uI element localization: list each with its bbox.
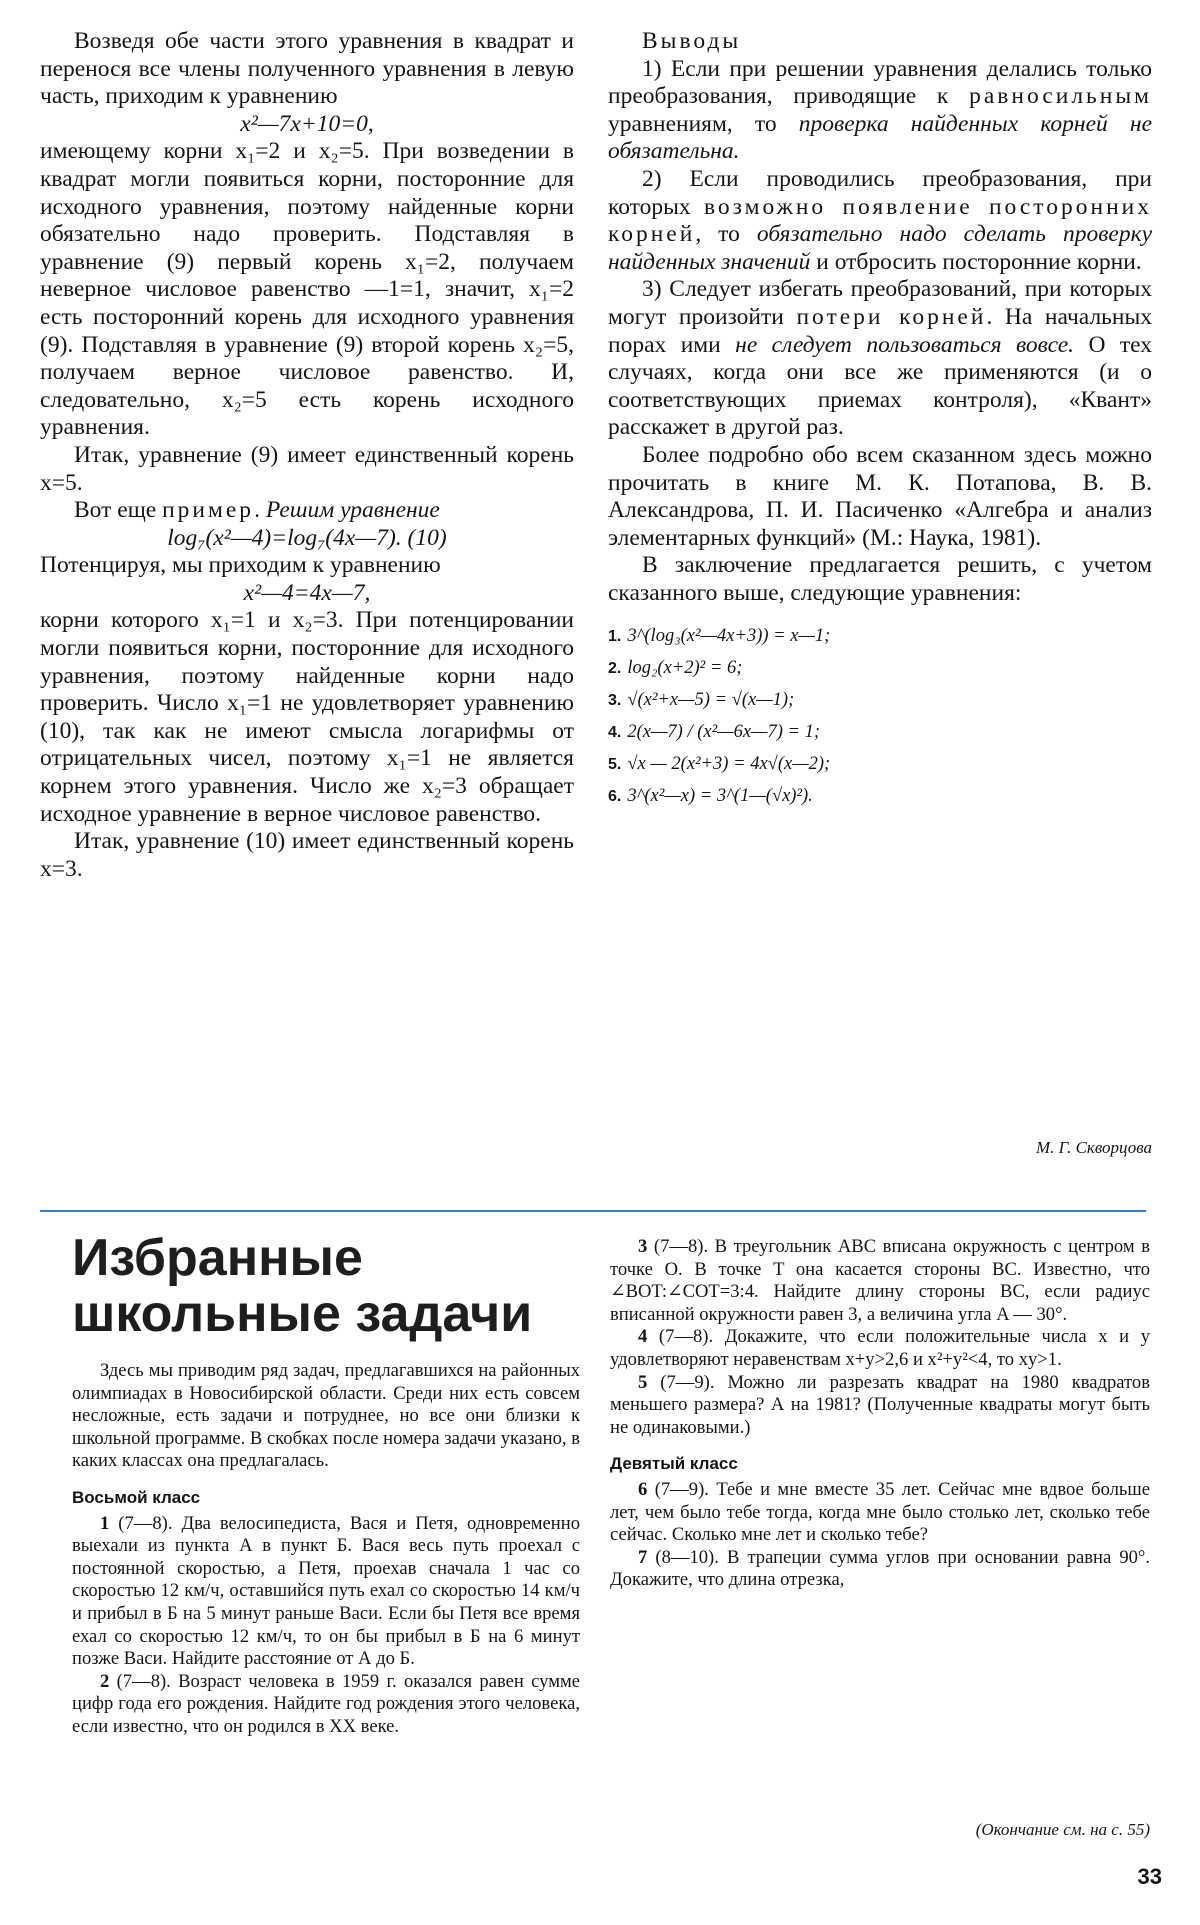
conclusion-1	[608, 56, 1152, 166]
class-heading: Девятый класс	[610, 1454, 738, 1474]
equation-item	[608, 655, 1152, 682]
equation: x²—7x+10=0,	[240, 110, 374, 137]
italic-text: обязательно надо сделать проверку найденных значений	[608, 221, 1152, 275]
problem-text: (7—8). В треугольник ABC вписана окружность с центром в точке O. В точке T она касается стороны BC. Известно, что ∠BOT:∠COT=3:4. Найдите длину стороны BC, если радиус вписанной окружности равен 3, а величина угла A — 30°.	[610, 1236, 1150, 1325]
paragraph: Возведя обе части этого уравнения в квадрат и перенося все члены полученного уравнения в левую часть, приходим к уравнению	[40, 28, 574, 110]
problem-text: (7—8). Докажите, что если положительные числа x и y удовлетворяют неравенствам x+y>2,6 и x²+y²<4, то xy>1.	[610, 1326, 1150, 1370]
author: М. Г. Скворцова	[1036, 1138, 1152, 1157]
problems-right-column	[610, 1236, 1150, 1592]
italic-text: не следует пользоваться вовсе.	[735, 331, 1074, 358]
problems-left-column	[72, 1360, 580, 1739]
text-run: О тех случаях, когда они все же применяются (и о соответствующих приемах контроля), «Квант» расскажет в другой раз.	[608, 331, 1152, 441]
equation-expression: log₂(x+2)² = 6;	[627, 658, 743, 679]
text-run: уравнениям, то	[608, 110, 799, 137]
section-title-line: школьные задачи	[72, 1285, 533, 1343]
equation-item	[608, 783, 1152, 810]
problem-text: (8—10). В трапеции сумма углов при основании равна 90°. Докажите, что длина отрезка,	[610, 1546, 1150, 1591]
paragraph: Итак, уравнение (9) имеет единственный корень x=5.	[40, 441, 574, 496]
equation-expression: √(x²+x—5) = √(x—1);	[627, 690, 795, 711]
equation-list	[608, 623, 1152, 810]
intro: Здесь мы приводим ряд задач, предлагавшихся на районных олимпиадах в Новосибирской области. Среди них есть совсем несложные, есть задачи и потруднее, но все они близки к школьной программе. В скобках после номера задачи указано, в каких классах она предлагалась.	[72, 1360, 580, 1472]
text-run: 1) Если при решении уравнения делались только преобразования, приводящие к	[608, 55, 1152, 110]
problem-text: (7—9). Тебе и мне вместе 35 лет. Сейчас мне вдвое больше лет, чем было тебе тогда, когда мне было столько лет, сколько тебе сейчас. Сколько мне лет и сколько тебе?	[610, 1478, 1150, 1546]
spaced-text: равносильным	[969, 83, 1152, 110]
equation-item	[608, 623, 1152, 650]
paragraph	[40, 497, 574, 525]
problem	[610, 1479, 1150, 1547]
paragraph: Итак, уравнение (10) имеет единственный корень x=3.	[40, 828, 574, 882]
class-heading: Восьмой класс	[72, 1487, 201, 1507]
continuation-note: (Окончание см. на с. 55)	[975, 1820, 1150, 1839]
problem-text: (7—8). Два велосипедиста, Вася и Петя, одновременно выехали из пункта А в пункт Б. Вася весь путь проехал с постоянной скоростью, а Петя, проехав сначала 1 час со скоростью 12 км/ч, оставшийся путь ехал со скоростью 14 км/ч и прибыл в Б на 5 минут раньше Васи. Если бы Петя все время ехал со скоростью 12 км/ч, то он бы прибыл в Б на 6 минут позже Васи. Найдите расстояние от А до Б.	[72, 1512, 580, 1670]
left-column	[40, 28, 574, 883]
equation-number: 2.	[608, 660, 622, 678]
paragraph: Более подробно обо всем сказанном здесь можно прочитать в книге М. К. Потапова, В. В. Александрова, П. И. Пасиченко «Алгебра и анализ элементарных функций» (М.: Наука, 1981).	[608, 441, 1152, 551]
right-column	[608, 28, 1152, 815]
equation-expression: 3^(log₃(x²—4x+3)) = x—1;	[627, 626, 831, 647]
problem-number: 7	[638, 1546, 648, 1568]
conclusion-2	[608, 166, 1152, 276]
equation-number: 6.	[608, 788, 622, 806]
equation-item	[608, 751, 1152, 778]
equation-expression: 3^(x²—x) = 3^(1—(√x)²).	[627, 786, 813, 807]
equation: log₇(x²—4)=log₇(4x—7). (10)	[167, 524, 447, 551]
equation-item	[608, 687, 1152, 714]
problem	[610, 1372, 1150, 1440]
text-run: , то	[695, 221, 757, 248]
equation-number: 3.	[608, 692, 622, 710]
problem-number: 5	[638, 1371, 648, 1393]
problem-number: 3	[638, 1236, 648, 1257]
equation-number: 1.	[608, 628, 622, 646]
problem	[610, 1236, 1150, 1326]
paragraph: корни которого x₁=1 и x₂=3. При потенцировании могли появиться корни, посторонние для исходного уравнения, поэтому найденные корни надо проверить. Число x₁=1 не удовлетворяет уравнению (10), так как не имеют смысла логарифмы от отрицательных чисел, поэтому x₁=1 не является корнем этого уравнения. Число же x₂=3 обращает исходное уравнение в верное числовое равенство.	[40, 607, 574, 827]
equation-item	[608, 719, 1152, 746]
equation-expression: √x — 2(x²+3) = 4x√(x—2);	[627, 754, 831, 775]
equation-number: 5.	[608, 756, 622, 774]
paragraph: Потенцируя, мы приходим к уравнению	[40, 552, 441, 579]
text-run: и отбросить посторонние корни.	[810, 248, 1142, 275]
spaced-text: возможно появление посторонних корней	[608, 193, 1152, 248]
section-heading: Выводы	[642, 28, 742, 54]
problem-text: (7—9). Можно ли разрезать квадрат на 1980 квадратов меньшего размера? А на 1981? (Полученные квадраты могут быть не одинаковыми.)	[610, 1371, 1150, 1438]
problem-number: 2	[100, 1670, 110, 1692]
problem	[610, 1547, 1150, 1592]
problem-number: 6	[638, 1478, 648, 1500]
italic-text: Решим уравнение	[265, 497, 440, 524]
conclusion-3	[608, 276, 1152, 442]
text-run: .	[254, 497, 266, 524]
italic-text: проверка найденных корней не обязательна.	[608, 110, 1152, 165]
equation-expression: 2(x—7) / (x²—6x—7) = 1;	[627, 722, 821, 743]
problem	[72, 1671, 580, 1739]
paragraph: В заключение предлагается решить, с учетом сказанного выше, следующие уравнения:	[608, 552, 1152, 606]
text-run: . На начальных порах ими	[608, 303, 1153, 358]
spaced-text: пример	[162, 497, 255, 524]
problem-number: 1	[100, 1512, 110, 1534]
problem	[610, 1326, 1150, 1371]
paragraph: имеющему корни x₁=2 и x₂=5. При возведении в квадрат могли появиться корни, посторонние для исходного уравнения, поэтому найденные корни обязательно надо проверить. Подставляя в уравнение (9) первый корень x₁=2, получаем неверное числовое равенство —1=1, значит, x₁=2 есть посторонний корень для исходного уравнения (9). Подставляя в уравнение (9) второй корень x₂=5, получаем верное числовое равенство. И, следовательно, x₂=5 есть корень исходного уравнения.	[40, 138, 574, 441]
problem-number: 4	[638, 1326, 648, 1348]
section-divider	[40, 1210, 1146, 1212]
problem-text: (7—8). Возраст человека в 1959 г. оказался равен сумме цифр года его рождения. Найдите год рождения этого человека, если известно, что он родился в XX веке.	[72, 1670, 580, 1737]
text-run: 3) Следует избегать преобразований, при которых могут произойти	[608, 276, 1152, 330]
page-number: 33	[1137, 1864, 1162, 1889]
text-run: 2) Если проводились преобразования, при которых	[608, 165, 1152, 220]
equation: x²—4=4x—7,	[243, 579, 371, 606]
section-title	[72, 1230, 572, 1342]
section-title-line: Избранные	[72, 1229, 363, 1287]
spaced-text: потери корней	[796, 303, 987, 330]
text-run: Вот еще	[74, 497, 163, 524]
problem	[72, 1513, 580, 1671]
equation-number: 4.	[608, 724, 622, 742]
